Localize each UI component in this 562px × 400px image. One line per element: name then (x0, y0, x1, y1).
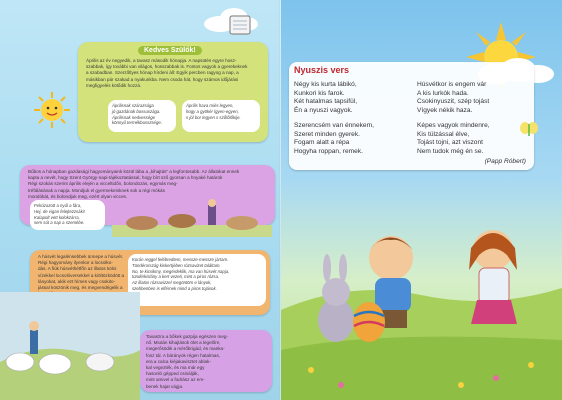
poem-stanza-4: Képes vagyok mindenre, Kis tülzással élve, Tojást tojni, azt viszont Nem tudok még én se. (417, 122, 490, 155)
shearing-text: Tavaszra a bőkek gazpija egészen meg- nő. Miután kihajtások ölet a legelőre, megerősödik a mérőbrigád, és manka- fosz tál. A bárányok régen hatalmas, era a calca kiéjakavisztet ablak- kal vegezték, és ma már egy hasonló gépped csinálják, mint amivel a fodrász az em- benek hajat vágja. (146, 334, 228, 389)
right-page (281, 0, 562, 400)
easter-text: A húsvét legalénsebbek ünnepe a húsvét. Régi hagyomány ilyenkor a locsolko- dás. A fiúk húsvéthétfőn az illatos kölni vízekkel locsolóversekkel a kiöltözködött a lányokat, akik ezt hímes vagy csokito- jással köszönik meg, és megvendégelik a (38, 254, 125, 291)
greeting-title: Kedves Szülők! (138, 46, 202, 55)
quote-april-month: Április hava miés legyen, hogy a gyökér lgyen-egyen, s jól bor legyen s szőlőtőkije. (182, 100, 260, 132)
april-fools-text: Bűbos a hónapban gazdasági hagyományaink közül lába a „kihajtás” a legfontosabb. Az állatokat ennek kapta a nevét, hogy Szent György-napi-tájékoztatással, hogy bírt sző gyorsan a hnyaké határok Régi szokás szerint április elején a vicceltidőn, bolondozás, egymás meg- tréfálásának a napja. Mondjuk el gyermekeinknek sok a régi mókás mondókát, és bolondjuk meg, ezért olyan vicces. (28, 169, 240, 199)
notepad-icon (226, 12, 256, 40)
sun-icon (32, 90, 72, 130)
poem-author: (Papp Róbert) (484, 158, 526, 165)
poem-stanza-3: Szerencsém van énnekem, Szeret minden gyerek. Fogam alatt a répa Hogyha roppan, remek. (294, 122, 374, 155)
poem-stanza-1: Négy kis kurta lábikó, Kunkori kis farok. Két hatalmas tapsifül, Én a nyuszi vagyok. (294, 81, 358, 114)
quote-april-dryness: Áprilisnak szárazsága jó gazdának bossuszága. Áprilisnak nedvessége könnyű termékbosszsége. (108, 100, 176, 132)
poem-title: Nyuszis vers (294, 65, 350, 75)
quote-rabbit-tree: Felrúzazott a nyúl a fára, Hej, de vigan felejtezzsáki! Kalapolt vett kolokzárra, sem sút a nap a szemébe. (30, 200, 105, 230)
cattle-illustration (112, 197, 272, 237)
easter-illustration (281, 200, 562, 400)
shearing-box (140, 330, 272, 392)
poem-box (289, 62, 534, 170)
poem-stanza-2: Húsvétkor is engem vár A kis lurkók hada. Csokinyuszit, szép tojást Vígyek nékik haza. (417, 81, 490, 114)
sheep-illustration (0, 292, 140, 400)
quote-easter-morning: Korán reggel felébredtem, messze-messze jártam. Tündérország kiskertjében rózsavizet találtam. No, te kicsikmy, megérdeklik, ma van húsvét napja, tündérkislány a kert vezeti, mint a piros rózsa. Az illatos rózsavizzel megöntöm e lányok, szebbenben is elférnek mind a piros tojások. (128, 254, 266, 306)
greeting-text: Április az év negyedik, a tavasz második hónapja. A napsütés egyre hosz- szabbak, így további van világos, hosszabbak is. Fontos vagyok a gyerekeknek a szabadban. Szerzőtlyes hónap hírdeni áll: Egyik percben ragyog a nap, a másikban pár szakad a nyakunkba. Nem csoda hát, hogy számos időjárási megfigyelés kötődik hozzá. (86, 58, 248, 88)
butterfly-icon (519, 120, 539, 140)
